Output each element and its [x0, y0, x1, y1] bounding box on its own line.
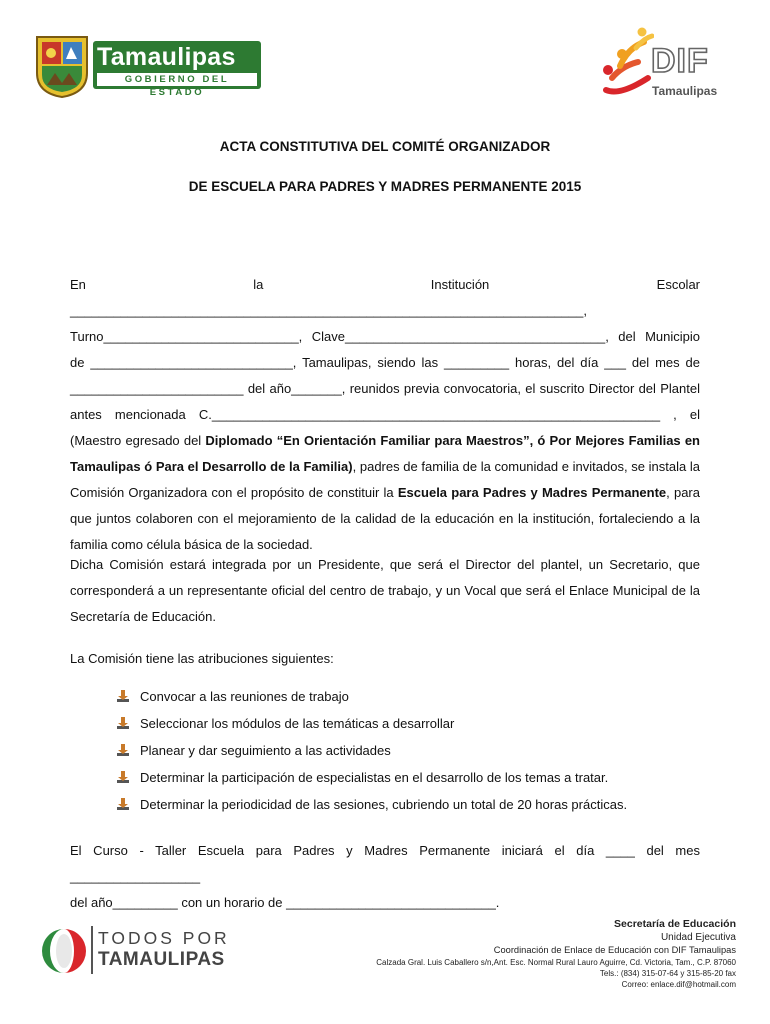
- todos-por-text: TODOS POR: [98, 928, 230, 948]
- download-arrow-bullet-icon: [116, 689, 130, 703]
- paragraph-course-start: [70, 838, 700, 916]
- paragraph1-text-2: Turno___________________________, Clave____________________________________, del Municipio de ____________________________, Tamaulipas, siendo las _________ horas, del día ___ del mes de ________________________ del año_______, reunidos previa convocatoria, el suscrito Director del Plantel antes mencionada C.______________________________________________________________ , el (Maestro egresado del: [70, 329, 700, 448]
- dif-name: DIF: [651, 42, 709, 80]
- course-start-line2: del año_________ con un horario de _____________________________.: [70, 895, 500, 910]
- footer-phones: Tels.: (834) 315-07-64 y 315-85-20 fax: [599, 969, 736, 978]
- dif-region: Tamaulipas: [652, 84, 718, 98]
- list-item-label: Planear y dar seguimiento a las actividades: [140, 743, 391, 758]
- document-title-line1: ACTA CONSTITUTIVA DEL COMITÉ ORGANIZADOR: [219, 139, 551, 154]
- paragraph-institution: [70, 272, 700, 558]
- footer-contact: [376, 918, 736, 990]
- footer-email: Correo: enlace.dif@hotmail.com: [621, 980, 736, 989]
- logo-divider: [91, 926, 93, 974]
- paragraph1-text-4: , para que juntos colaboren con el mejoramiento de la calidad de la educación en la institución, fortaleciendo a la familia como célula básica de la sociedad.: [70, 485, 700, 552]
- list-item: [116, 740, 676, 767]
- document-title-line2: DE ESCUELA PARA PADRES Y MADRES PERMANENTE 2015: [188, 179, 582, 194]
- state-name: Tamaulipas: [97, 43, 236, 71]
- dif-figures-icon: [598, 26, 654, 104]
- tamaulipas-government-logo: [33, 33, 261, 99]
- download-arrow-bullet-icon: [116, 770, 130, 784]
- list-item: [116, 767, 676, 794]
- download-arrow-bullet-icon: [116, 797, 130, 811]
- paragraph1-text-3: , padres de familia de la comunidad e invitados, se instala la Comisión Organizadora con el propósito de constituir la: [70, 459, 700, 500]
- dif-tamaulipas-logo: [598, 26, 736, 104]
- tamaulipas-text: TAMAULIPAS: [98, 949, 225, 970]
- course-start-line1: El Curso - Taller Escuela para Padres y Madres Permanente iniciará el día ____ del mes __________________: [70, 843, 700, 884]
- list-item: [116, 713, 676, 740]
- footer-unit: Unidad Ejecutiva: [660, 932, 736, 943]
- download-arrow-bullet-icon: [116, 716, 130, 730]
- todos-por-tamaulipas-emblem-icon: [40, 926, 88, 976]
- state-coat-of-arms-icon: [33, 33, 91, 99]
- list-item: [116, 686, 676, 713]
- paragraph-commission: Dicha Comisión estará integrada por un Presidente, que será el Director del plantel, un Secretario, que corresponderá a un representante oficial del centro de trabajo, y un Vocal que será el Enlace Municipal de la Secretaría de Educación.: [70, 557, 700, 624]
- footer-address: Calzada Gral. Luis Caballero s/n,Ant. Esc. Normal Rural Lauro Aguirre, Cd. Victoria, Tam., C.P. 87060: [376, 958, 736, 967]
- list-item-label: Determinar la participación de especialistas en el desarrollo de los temas a tratar.: [140, 770, 609, 785]
- paragraph1-bold-2: Escuela para Padres y Madres Permanente: [397, 485, 667, 500]
- footer-department: Secretaría de Educación: [614, 918, 736, 930]
- paragraph1-bold-1: Diplomado “En Orientación Familiar para Maestros”, ó Por Mejores Familias en Tamaulipas ó Para el Desarrollo de la Familia): [70, 433, 700, 474]
- todos-por-tamaulipas-logo: [40, 922, 240, 980]
- state-subtitle: GOBIERNO DEL ESTADO: [97, 73, 257, 86]
- download-arrow-bullet-icon: [116, 743, 130, 757]
- list-item-label: Convocar a las reuniones de trabajo: [140, 689, 349, 704]
- list-item: [116, 794, 676, 821]
- paragraph1-text-1: En la Institución Escolar _______________________________________________________________________,: [70, 277, 700, 318]
- list-item-label: Determinar la periodicidad de las sesiones, cubriendo un total de 20 horas prácticas.: [140, 797, 628, 812]
- list-item-label: Seleccionar los módulos de las temáticas a desarrollar: [140, 716, 455, 731]
- attributions-list: [116, 686, 676, 821]
- footer-coordination: Coordinación de Enlace de Educación con DIF Tamaulipas: [493, 945, 736, 955]
- paragraph-attributions-intro: La Comisión tiene las atribuciones siguientes:: [70, 651, 334, 666]
